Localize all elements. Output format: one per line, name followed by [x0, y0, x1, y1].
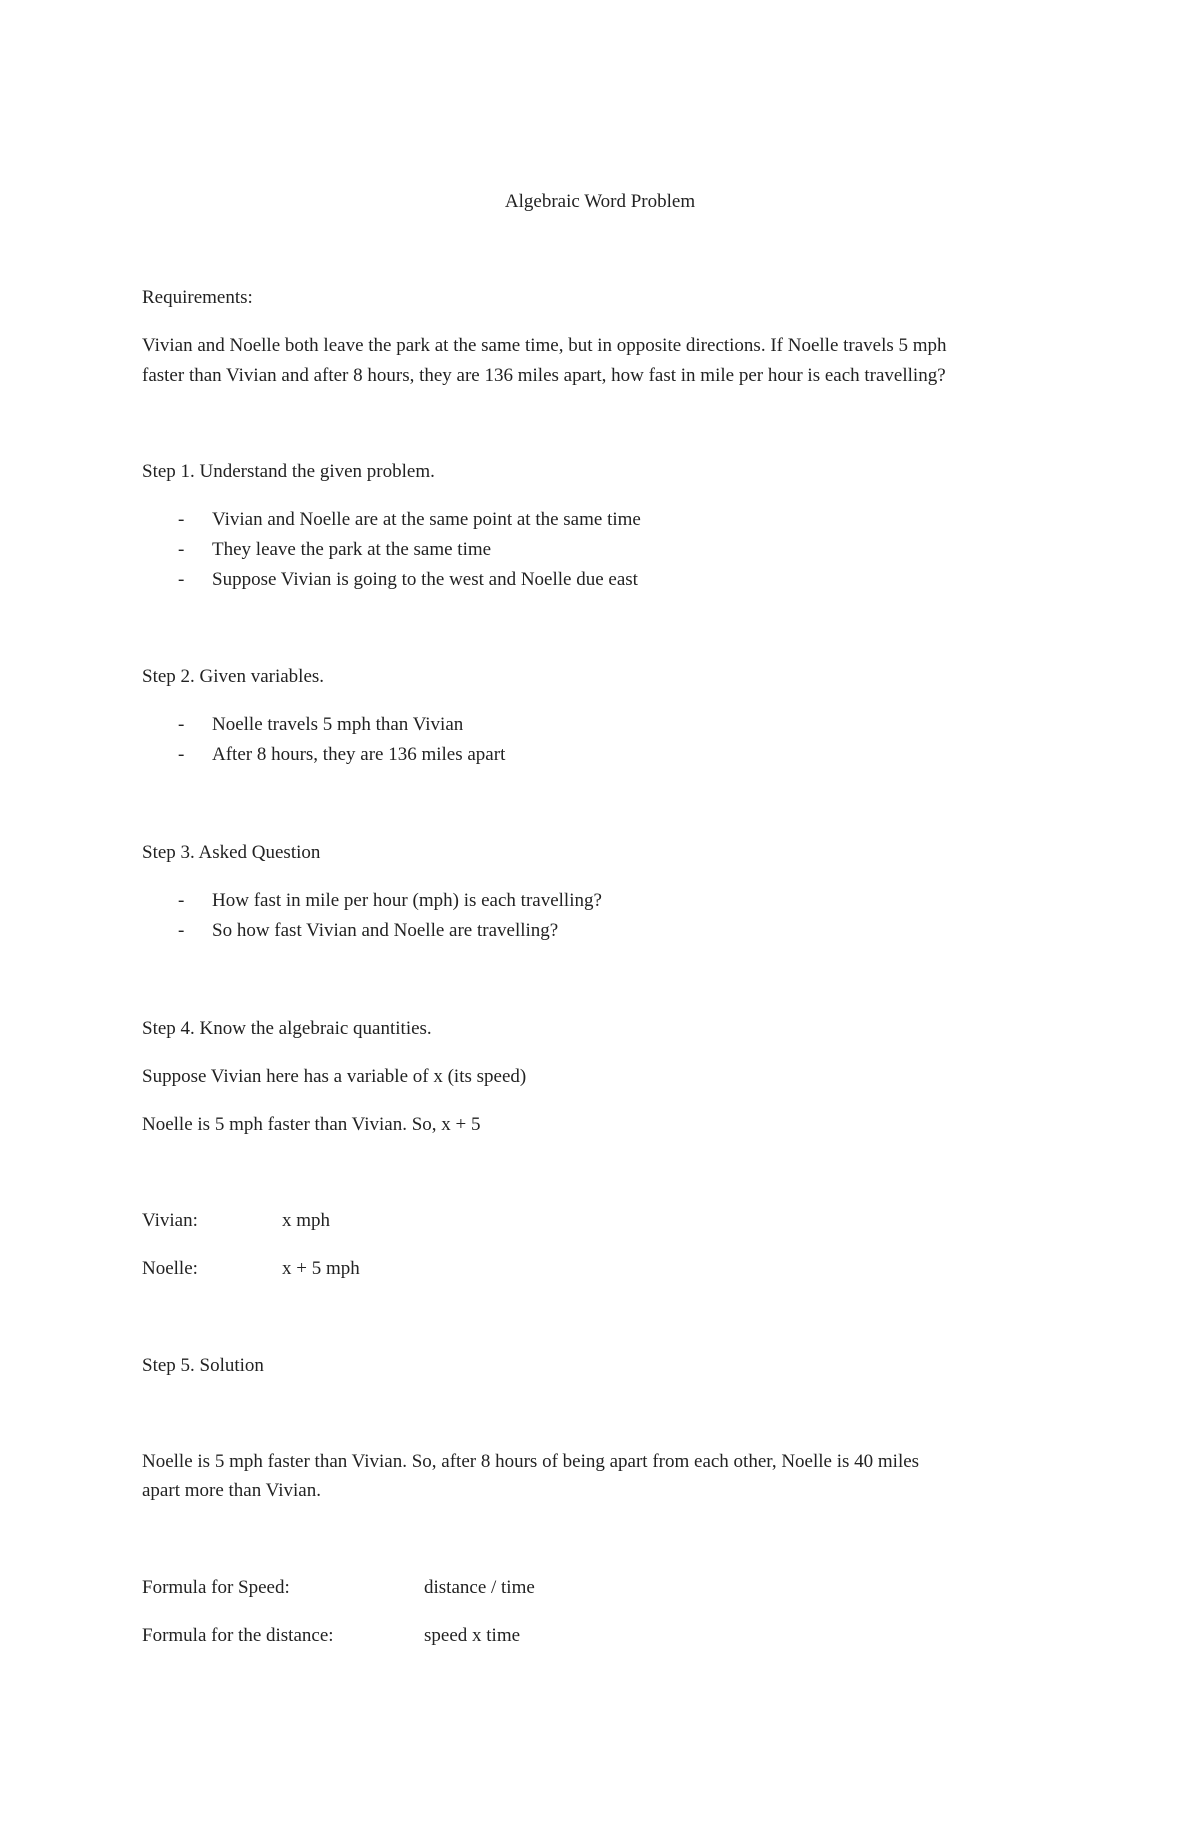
step1-bullet: Vivian and Noelle are at the same point at the same time — [212, 509, 641, 530]
bullet-marker: - — [178, 920, 185, 941]
bullet-marker: - — [178, 539, 185, 560]
bullet-marker: - — [178, 569, 185, 590]
requirements-text-line-1: Vivian and Noelle both leave the park at the same time, but in opposite directions. If Noelle travels 5 mph — [142, 335, 947, 356]
requirements-heading: Requirements: — [142, 287, 253, 308]
distance-formula-value: speed x time — [424, 1625, 521, 1646]
document-title: Algebraic Word Problem — [504, 191, 696, 212]
step2-bullet: After 8 hours, they are 136 miles apart — [212, 744, 506, 765]
step1-bullet: They leave the park at the same time — [212, 539, 492, 560]
speed-formula-value: distance / time — [424, 1577, 535, 1598]
step4-heading: Step 4. Know the algebraic quantities. — [142, 1018, 432, 1039]
step2-bullet: Noelle travels 5 mph than Vivian — [212, 714, 464, 735]
bullet-marker: - — [178, 744, 185, 765]
speed-formula-label: Formula for Speed: — [142, 1577, 290, 1598]
noelle-value: x + 5 mph — [282, 1258, 360, 1279]
distance-formula-label: Formula for the distance: — [142, 1625, 334, 1646]
step1-bullet: Suppose Vivian is going to the west and Noelle due east — [212, 569, 638, 590]
vivian-value: x mph — [282, 1210, 331, 1231]
requirements-text-line-2: faster than Vivian and after 8 hours, they are 136 miles apart, how fast in mile per hour is each travelling? — [142, 365, 946, 386]
step4-text-line-2: Noelle is 5 mph faster than Vivian. So, x + 5 — [142, 1114, 481, 1135]
step5-text-line-2: apart more than Vivian. — [142, 1480, 321, 1501]
step3-heading: Step 3. Asked Question — [142, 842, 321, 863]
step3-bullet: So how fast Vivian and Noelle are travelling? — [212, 920, 559, 941]
step2-heading: Step 2. Given variables. — [142, 666, 325, 687]
step3-bullet: How fast in mile per hour (mph) is each travelling? — [212, 890, 602, 911]
step1-heading: Step 1. Understand the given problem. — [142, 461, 435, 482]
step5-text-line-1: Noelle is 5 mph faster than Vivian. So, after 8 hours of being apart from each other, Noelle is 40 miles — [142, 1451, 920, 1472]
bullet-marker: - — [178, 890, 185, 911]
step5-heading: Step 5. Solution — [142, 1355, 264, 1376]
bullet-marker: - — [178, 509, 185, 530]
bullet-marker: - — [178, 714, 185, 735]
step4-text-line-1: Suppose Vivian here has a variable of x (its speed) — [142, 1066, 527, 1087]
vivian-label: Vivian: — [142, 1210, 198, 1231]
noelle-label: Noelle: — [142, 1258, 198, 1279]
